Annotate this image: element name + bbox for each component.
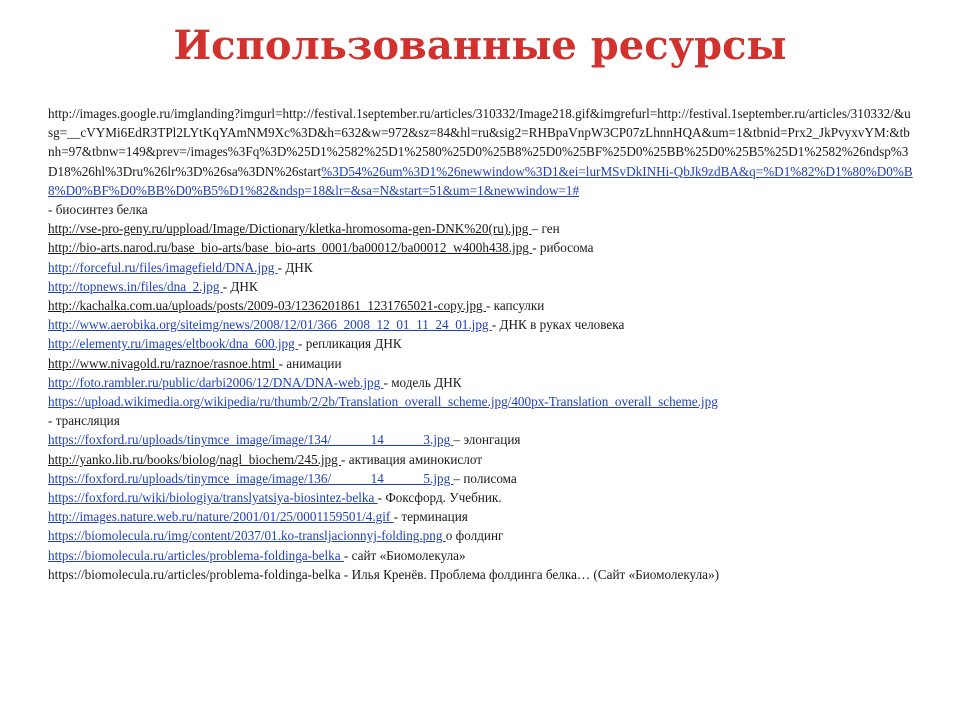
resource-link[interactable]: http://foto.rambler.ru/public/darbi2006/12/DNA/DNA-web.jpg: [48, 374, 384, 390]
resource-item: [48, 546, 914, 565]
resource-link[interactable]: http://yanko.lib.ru/books/biolog/nagl_biochem/245.jpg: [48, 451, 342, 467]
resource-item: [48, 104, 914, 200]
resource-description: - активация аминокислот: [341, 451, 483, 467]
resource-item: [48, 296, 914, 315]
resource-description: - трансляция: [48, 413, 120, 429]
resource-item: [48, 526, 914, 545]
resource-description: - ДНК в руках человека: [491, 317, 625, 333]
resource-description: - ДНК: [277, 259, 313, 275]
resource-description: - рибосома: [532, 240, 594, 256]
resource-description: https://biomolecula.ru/articles/problema-foldinga-belka - Илья Кренёв. Проблема фолдинга белка… (Сайт «Биомолекула»): [48, 566, 719, 582]
resource-link[interactable]: https://biomolecula.ru/articles/problema-foldinga-belka: [48, 547, 344, 563]
resource-item: [48, 238, 914, 257]
resource-description: – полисома: [453, 470, 517, 486]
resource-link[interactable]: http://topnews.in/files/dna_2.jpg: [48, 278, 223, 294]
resource-item: [48, 200, 914, 219]
resource-item: [48, 488, 914, 507]
resource-link[interactable]: http://www.nivagold.ru/raznoe/rasnoe.html: [48, 355, 279, 371]
resource-list: [48, 104, 914, 584]
resource-link[interactable]: http://forceful.ru/files/imagefield/DNA.jpg: [48, 259, 278, 275]
resource-description: - Фоксфорд. Учебник.: [377, 490, 502, 506]
resource-link[interactable]: http://kachalka.com.ua/uploads/posts/2009-03/1236201861_1231765021-copy.jpg: [48, 298, 486, 314]
resource-item: [48, 411, 914, 430]
resource-link[interactable]: http://vse-pro-geny.ru/uppload/Image/Dictionary/kletka-hromosoma-gen-DNK%20(ru).jpg: [48, 221, 532, 237]
resource-link[interactable]: %3D54%26um%3D1%26newwindow%3D1&ei=lurMSvDkINHi-QbJk9zdBA&q=%D1%82%D1%80%D0%B8%D0%BF%D0%BB%D0%B5%D1%82&ndsp=18&lr=&sa=N&start=51&um=1&newwindow=1#: [48, 163, 913, 198]
resource-link[interactable]: https://upload.wikimedia.org/wikipedia/ru/thumb/2/2b/Translation_overall_scheme.jpg/400px-Translation_overall_scheme.jpg: [48, 394, 718, 410]
resource-item: [48, 315, 914, 334]
resource-item: [48, 334, 914, 353]
resource-description: - капсулки: [485, 298, 545, 314]
resource-description: - ДНК: [222, 278, 258, 294]
resource-item: [48, 277, 914, 296]
resource-description: – элонгация: [453, 432, 521, 448]
resource-item: [48, 507, 914, 526]
resource-item: [48, 430, 914, 449]
resource-item: [48, 258, 914, 277]
resource-item: [48, 565, 914, 584]
resource-item: [48, 469, 914, 488]
resource-link[interactable]: https://foxford.ru/uploads/tinymce_image/image/134/______14______3.jpg: [48, 432, 454, 448]
resource-link[interactable]: https://foxford.ru/uploads/tinymce_image/image/136/______14______5.jpg: [48, 470, 454, 486]
resource-description: - модель ДНК: [383, 374, 462, 390]
resource-description: - анимации: [278, 355, 342, 371]
resource-link[interactable]: https://foxford.ru/wiki/biologiya/translyatsiya-biosintez-belka: [48, 490, 378, 506]
resource-description: – ген: [531, 221, 560, 237]
resource-link[interactable]: https://biomolecula.ru/img/content/2037/01.ko-transljacionnyj-folding.png: [48, 528, 446, 544]
resource-link[interactable]: http://www.aerobika.org/siteimg/news/2008/12/01/366_2008_12_01_11_24_01.jpg: [48, 317, 492, 333]
resource-item: [48, 392, 914, 411]
resource-item: [48, 373, 914, 392]
resource-description: - терминация: [393, 509, 468, 525]
resource-item: [48, 354, 914, 373]
resource-link[interactable]: http://elementy.ru/images/eltbook/dna_600.jpg: [48, 336, 299, 352]
resource-item: [48, 219, 914, 238]
resource-link[interactable]: http://bio-arts.narod.ru/base_bio-arts/base_bio-arts_0001/ba00012/ba00012_w400h438.jpg: [48, 240, 533, 256]
resource-description: - биосинтез белка: [48, 202, 148, 218]
resource-description: - репликация ДНК: [298, 336, 402, 352]
resource-item: [48, 450, 914, 469]
resource-description: о фолдинг: [445, 528, 504, 544]
resource-link[interactable]: http://images.nature.web.ru/nature/2001/01/25/0001159501/4.gif: [48, 509, 394, 525]
resource-description: - сайт «Биомолекула»: [343, 547, 466, 563]
resource-description: http://images.google.ru/imglanding?imgurl=http://festival.1september.ru/articles/310332/Image218.gif&imgrefurl=http://festival.1september.ru/articles/310332/&usg=__cVYMi6EdR3TPl2LYtKqYAmNM9Xc%3D&h=632&w=972&sz=84&hl=ru&sig2=RHBpaVnpW3CP07zLhnnHQA&um=1&tbnid=Prx2_JkPvyxvYM:&tbnh=97&tbnw=149&prev=/images%3Fq%3D%25D1%2582%25D1%2580%25D0%25B8%25D0%25BF%25D0%25BB%25D0%25B5%25D1%2582%26ndsp%3D18%26hl%3Dru%26lr%3D%26sa%3DN%26start: [48, 106, 911, 179]
page-title: Использованные ресурсы: [173, 22, 787, 69]
